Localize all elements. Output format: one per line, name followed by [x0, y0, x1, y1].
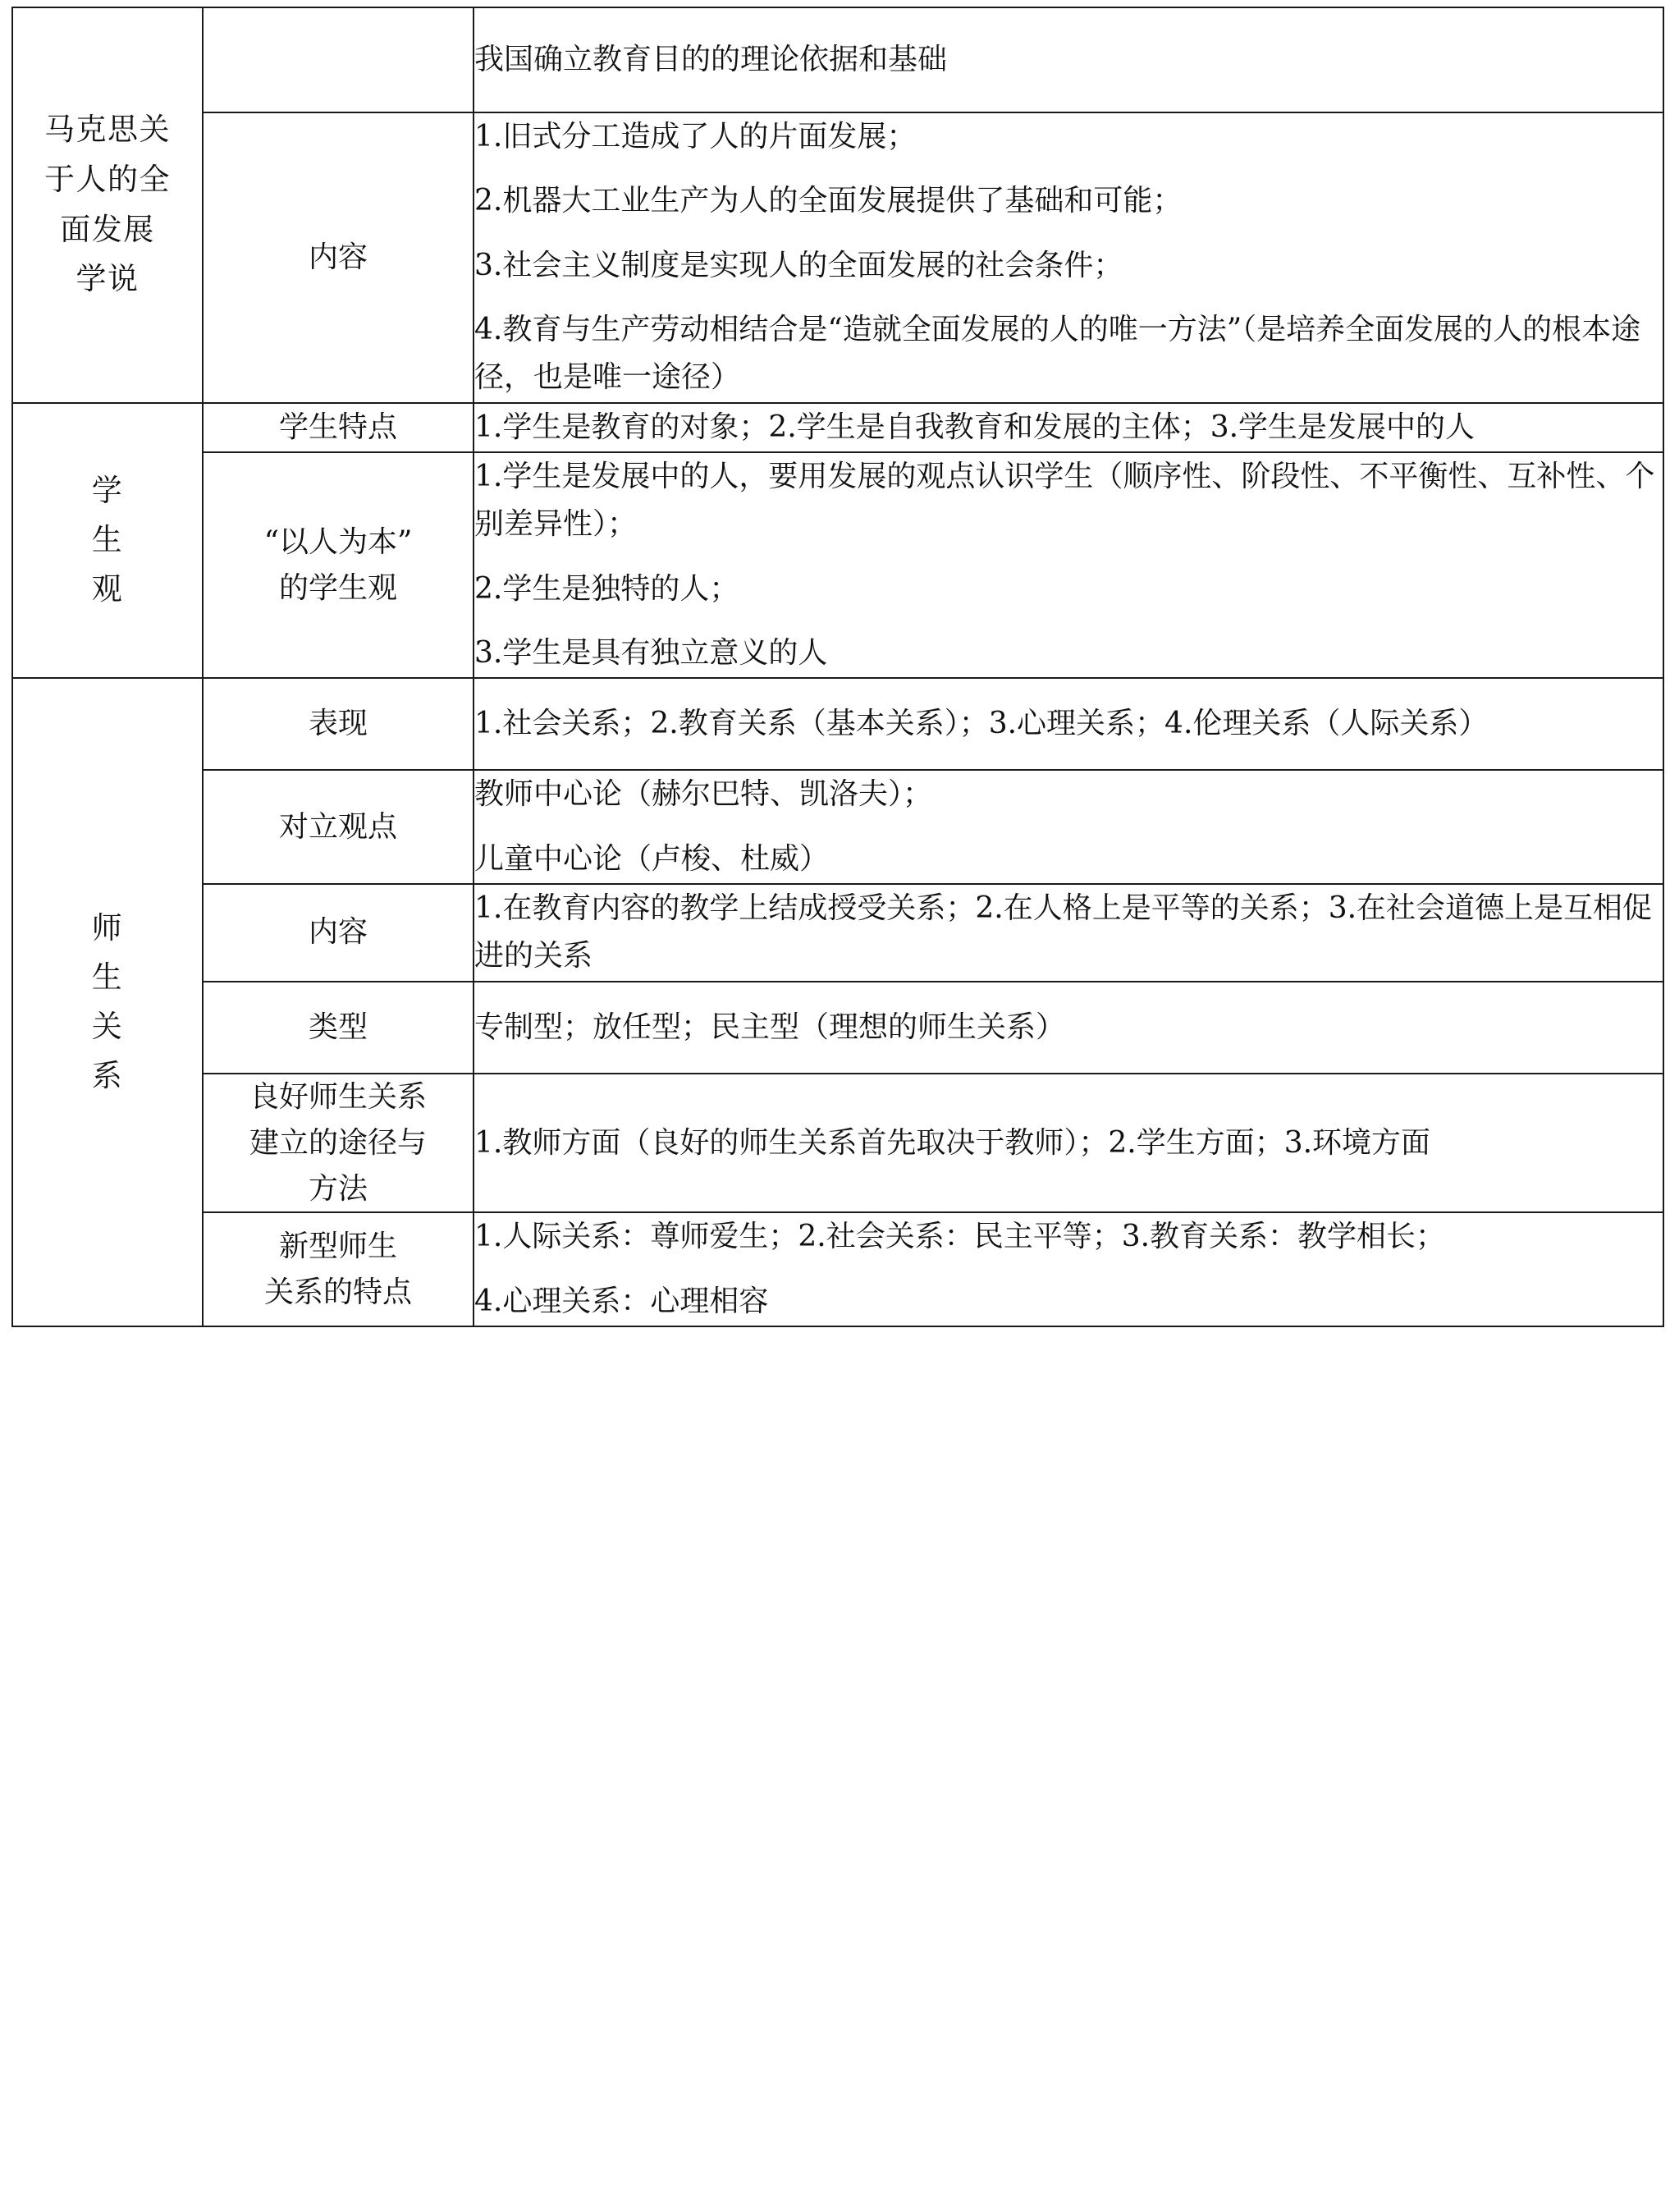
- subcategory-cell-content: [203, 112, 474, 403]
- content-line: 专制型；放任型；民主型（理想的师生关系）: [474, 1010, 1066, 1044]
- subcategory-label: 关系的特点: [263, 1275, 412, 1309]
- table-row: [12, 452, 1663, 678]
- content-line: 1.人际关系：尊师爱生；2.社会关系：民主平等；3.教育关系：教学相长；: [474, 1220, 1446, 1254]
- subcategory-label: 良好师生关系: [249, 1080, 427, 1114]
- subcategory-label: 学生特点: [278, 410, 397, 444]
- subcategory-label: 内容: [308, 915, 368, 950]
- content-cell-marx-content: [474, 112, 1663, 403]
- subcategory-cell-people-oriented: [203, 452, 474, 678]
- subcategory-label: “以人为本”: [263, 524, 413, 559]
- table-row: [12, 112, 1663, 403]
- subcategory-label: 建立的途径与: [249, 1125, 427, 1160]
- topic-char: 生: [91, 959, 124, 996]
- content-line: 4.教育与生产劳动相结合是“造就全面发展的人的唯一方法”（是培养全面发展的人的根本途径，也是唯一途径）: [474, 312, 1641, 395]
- content-line: 3.社会主义制度是实现人的全面发展的社会条件；: [474, 248, 1123, 282]
- content-line: 1.学生是教育的对象；2.学生是自我教育和发展的主体；3.学生是发展中的人: [474, 410, 1476, 444]
- table-row: [12, 982, 1663, 1074]
- content-cell-opposing-views: [474, 770, 1663, 884]
- subcategory-cell-relationship-content: [203, 884, 474, 982]
- topic-cell-marx: [12, 7, 203, 403]
- content-cell-ways-methods: [474, 1074, 1663, 1212]
- subcategory-label: 方法: [308, 1171, 368, 1206]
- table-row: [12, 1212, 1663, 1326]
- subcategory-label: 类型: [308, 1010, 368, 1044]
- content-line: 我国确立教育目的的理论依据和基础: [474, 43, 948, 76]
- subcategory-cell-student-traits: [203, 403, 474, 452]
- content-line: 儿童中心论（卢梭、杜威）: [474, 841, 830, 876]
- content-line: 3.学生是具有独立意义的人: [474, 635, 828, 670]
- topic-line: 于人的全: [44, 162, 171, 198]
- topic-cell-student-view: [12, 403, 203, 679]
- table-row: [12, 678, 1663, 770]
- subcategory-cell-types: [203, 982, 474, 1074]
- subcategory-cell-ways-methods: [203, 1074, 474, 1212]
- topic-char: 生: [91, 522, 124, 558]
- table-row: [12, 770, 1663, 884]
- content-line: 1.学生是发展中的人，要用发展的观点认识学生（顺序性、阶段性、不平衡性、互补性、个别差异性）；: [474, 459, 1655, 542]
- content-line: 1.社会关系；2.教育关系（基本关系）；3.心理关系；4.伦理关系（人际关系）: [474, 707, 1489, 741]
- reference-table: [11, 7, 1664, 1327]
- topic-cell-teacher-student: [12, 678, 203, 1326]
- content-cell-people-oriented: [474, 452, 1663, 678]
- table-row: [12, 403, 1663, 452]
- subcategory-label: 内容: [308, 240, 368, 274]
- content-line: 1.在教育内容的教学上结成授受关系；2.在人格上是平等的关系；3.在社会道德上是互相促进的关系: [474, 891, 1653, 973]
- content-cell-theory-basis: [474, 7, 1663, 112]
- content-line: 2.学生是独特的人；: [474, 571, 739, 606]
- topic-char: 系: [91, 1058, 124, 1093]
- topic-char: 学: [91, 473, 124, 509]
- subcategory-label: 的学生观: [278, 570, 397, 605]
- subcategory-label: 新型师生: [278, 1229, 397, 1263]
- content-cell-new-relationship-traits: [474, 1212, 1663, 1326]
- content-line: 2.机器大工业生产为人的全面发展提供了基础和可能；: [474, 184, 1183, 218]
- topic-char: 师: [91, 910, 124, 946]
- content-line: 4.心理关系：心理相容: [474, 1284, 769, 1318]
- table-row: [12, 1074, 1663, 1212]
- content-line: 1.旧式分工造成了人的片面发展；: [474, 120, 917, 153]
- topic-line: 面发展: [60, 211, 155, 247]
- subcategory-cell-opposing-views: [203, 770, 474, 884]
- content-line: 1.教师方面（良好的师生关系首先取决于教师）；2.学生方面；3.环境方面: [474, 1125, 1431, 1160]
- content-line: 教师中心论（赫尔巴特、凯洛夫）；: [474, 777, 933, 812]
- content-cell-student-traits: [474, 403, 1663, 452]
- table-row: [12, 884, 1663, 982]
- subcategory-cell-empty: [203, 7, 474, 112]
- topic-line: 马克思关: [44, 112, 171, 148]
- topic-char: 观: [91, 571, 124, 607]
- content-cell-relationship-content: [474, 884, 1663, 982]
- subcategory-cell-new-relationship-traits: [203, 1212, 474, 1326]
- topic-char: 关: [91, 1009, 124, 1045]
- subcategory-label: 对立观点: [278, 809, 397, 844]
- content-cell-manifestation: [474, 678, 1663, 770]
- subcategory-cell-manifestation: [203, 678, 474, 770]
- content-cell-types: [474, 982, 1663, 1074]
- table-row: [12, 7, 1663, 112]
- topic-line: 学说: [75, 261, 140, 297]
- subcategory-label: 表现: [308, 707, 368, 741]
